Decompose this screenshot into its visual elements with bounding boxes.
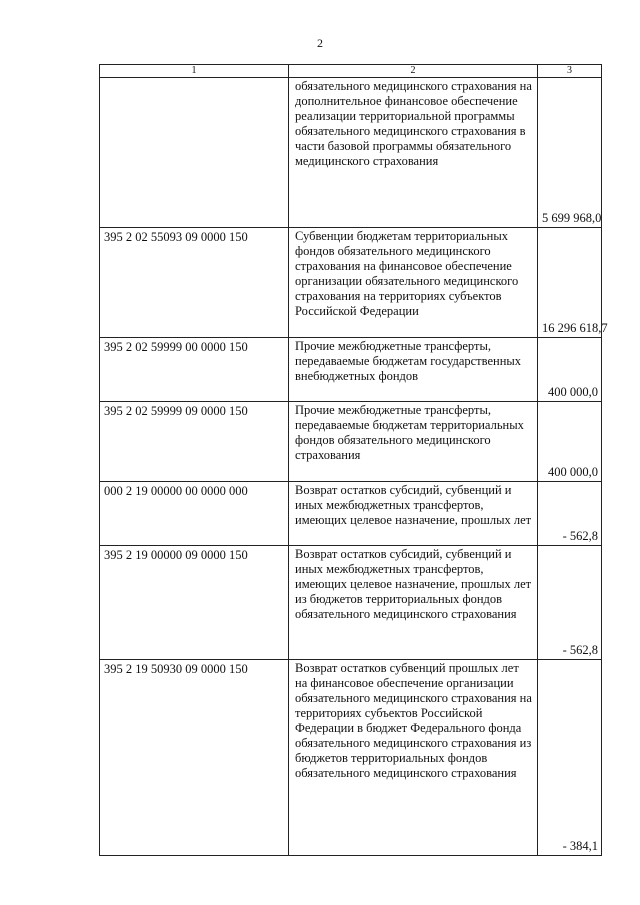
item-name: Прочие межбюджетные трансферты, передаваемые бюджетам государственных внебюджетных фондов — [289, 338, 538, 402]
column-header-1: 1 — [100, 65, 289, 78]
budget-code: 395 2 19 00000 09 0000 150 — [100, 546, 289, 660]
table-row — [100, 228, 602, 338]
budget-code: 395 2 02 59999 00 0000 150 — [100, 338, 289, 402]
table-row — [100, 78, 602, 228]
item-amount: 400 000,0 — [538, 402, 602, 482]
table-header — [100, 65, 602, 78]
item-name: Возврат остатков субсидий, субвенций и иных межбюджетных трансфертов, имеющих целевое назначение, прошлых лет из бюджетов территориальных фондов обязательного медицинского страхования — [289, 546, 538, 660]
column-header-3: 3 — [538, 65, 602, 78]
budget-code: 000 2 19 00000 00 0000 000 — [100, 482, 289, 546]
item-amount: 16 296 618,7 — [538, 228, 602, 338]
item-amount: - 562,8 — [538, 482, 602, 546]
budget-code: 395 2 19 50930 09 0000 150 — [100, 660, 289, 856]
item-amount: 400 000,0 — [538, 338, 602, 402]
table-row — [100, 338, 602, 402]
table-row — [100, 546, 602, 660]
column-header-2: 2 — [289, 65, 538, 78]
item-name: Возврат остатков субвенций прошлых лет на финансовое обеспечение организации обязательного медицинского страхования на территориях субъектов Российской Федерации в бюджет Федерального фонда обязательного медицинского страхования из бюджетов территориальных фондов обязательного медицинского страхования — [289, 660, 538, 856]
item-name: Субвенции бюджетам территориальных фондов обязательного медицинского страхования на финансовое обеспечение организации обязательного медицинского страхования на территориях субъектов Российской Федерации — [289, 228, 538, 338]
budget-code: 395 2 02 55093 09 0000 150 — [100, 228, 289, 338]
item-name: обязательного медицинского страхования на дополнительное финансовое обеспечение реализации территориальной программы обязательного медицинского страхования в части базовой программы обязательного медицинского страхования — [289, 78, 538, 228]
item-name: Возврат остатков субсидий, субвенций и иных межбюджетных трансфертов, имеющих целевое назначение, прошлых лет — [289, 482, 538, 546]
item-amount: - 384,1 — [538, 660, 602, 856]
item-amount: - 562,8 — [538, 546, 602, 660]
budget-code: 395 2 02 59999 09 0000 150 — [100, 402, 289, 482]
table-row — [100, 660, 602, 856]
budget-code — [100, 78, 289, 228]
page-number: 2 — [317, 36, 323, 50]
item-name: Прочие межбюджетные трансферты, передаваемые бюджетам территориальных фондов обязательного медицинского страхования — [289, 402, 538, 482]
item-amount: 5 699 968,0 — [538, 78, 602, 228]
budget-table — [99, 64, 608, 856]
table-row — [100, 402, 602, 482]
table-row — [100, 482, 602, 546]
